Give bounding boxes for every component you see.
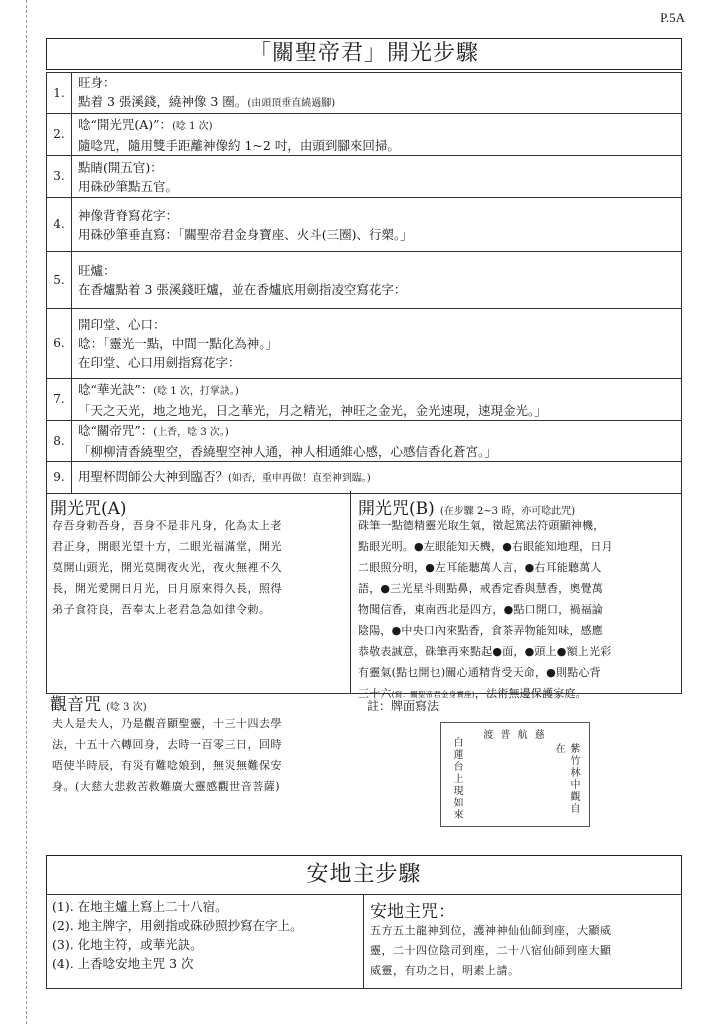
step-line <box>78 421 675 442</box>
plaque-diagram <box>440 722 590 827</box>
plaque-top-text: 渡 普 航 慈 <box>483 730 547 741</box>
step-row <box>47 421 682 462</box>
step-row <box>47 73 682 114</box>
chant-line: 二眼照分明，●左耳能聽萬人言，●右耳能聽萬人 <box>358 561 602 574</box>
anzhu-steps <box>52 897 303 973</box>
step-row <box>47 252 682 309</box>
step-note: (唸 1 次，打掌訣。) <box>153 385 239 397</box>
chant-line: 語，●三光星斗則點鼻，戒香定香與慧香，奧覺萬 <box>358 582 603 595</box>
chant-a-text <box>52 515 282 620</box>
chant-line: 唔使半時辰，有災有難唸娘到，無災無難保安 <box>52 759 282 772</box>
chant-line: 夫人是夫人，乃是觀音顯聖靈，十三十四去學 <box>52 717 282 730</box>
step-line: 唸：「靈光一點，中間一點化為神。」 <box>78 336 279 351</box>
step-note: (唸 1 次) <box>172 120 213 132</box>
step-row <box>47 156 682 198</box>
chant-b-title: 開光咒(B) <box>358 499 435 519</box>
chant-line: 有靈氣(點乜開乜)關心通精背受天命，●則點心背 <box>358 666 601 679</box>
column-divider <box>350 491 351 694</box>
chant-line: 點眼光明。●左眼能知天機，●右眼能知地理，日月 <box>358 540 613 553</box>
guanyin-heading <box>50 690 147 715</box>
step-note: (如否，重申再做！直至神到臨。) <box>228 473 371 484</box>
step-content <box>72 379 682 421</box>
step-line <box>78 380 675 401</box>
chant-b-text <box>358 515 613 705</box>
step-note: (由頭頂垂直繞過腳) <box>247 98 336 109</box>
step-note: (上香，唸 3 次。) <box>153 427 229 438</box>
step-line: 在香爐點着 3 張溪錢旺爐，並在香爐底用劍指凌空寫花字： <box>78 282 407 297</box>
step-line: 神像背脊寫花字： <box>78 207 179 223</box>
chant-text: ，法術無邊保護家庭。 <box>474 687 587 700</box>
step-line: 點睛(開五官)： <box>78 159 163 175</box>
anzhu-chant-text <box>370 921 612 981</box>
step-number: 1. <box>47 73 72 114</box>
chant-line: 長，開光愛開日月光，日月原來得久長，照得 <box>52 582 282 595</box>
step-line: 在印堂、心口用劍指寫花字： <box>78 355 241 370</box>
step-text: 唸“開光咒(A)”： <box>78 116 173 132</box>
column-divider <box>363 894 364 989</box>
step-text: 點着 3 張溪錢，繞神像 3 圈。 <box>78 94 248 109</box>
guanyin-note: (唸 3 次) <box>106 702 147 713</box>
step-row <box>47 309 682 379</box>
step-content <box>72 156 682 198</box>
section-title: 安地主步驟 <box>46 855 682 895</box>
step-content <box>72 198 682 252</box>
step-line: 用硃砂筆垂直寫：「關聖帝君金身寶座、火斗(三圈)、行槊。」 <box>78 226 413 242</box>
step-line <box>78 115 675 136</box>
chant-line: 莫開山頭光，開光莫開夜火光，夜火無裡不久 <box>52 561 282 574</box>
plaque-left-text: 白蓮台上現如來 <box>451 737 462 821</box>
anzhu-step: (2). 地主牌字，用劍指或硃砂照抄寫在字上。 <box>52 918 303 933</box>
anzhu-chant-title: 安地主咒： <box>370 902 455 922</box>
chant-line: 陰陽，●中央口內來點香，食茶弄物能知味，感應 <box>358 624 603 637</box>
step-number: 6. <box>47 309 72 379</box>
step-content <box>72 252 682 309</box>
step-content <box>72 309 682 379</box>
step-line <box>78 92 675 113</box>
chant-b-subtitle: (在步驟 2~3 時，亦可唸此咒) <box>439 506 576 517</box>
step-content <box>72 73 682 114</box>
chant-line: 物聞信香，東南西北是四方，●點口開口，禍福論 <box>358 603 603 616</box>
anzhu-step: (4). 上香唸安地主咒 3 次 <box>52 956 194 971</box>
steps-table <box>46 72 682 494</box>
step-number: 9. <box>47 462 72 494</box>
step-row <box>47 198 682 252</box>
anzhu-step: (1). 在地主爐上寫上二十八宿。 <box>52 899 228 914</box>
step-number: 8. <box>47 421 72 462</box>
page-title: 「關聖帝君」開光步驟 <box>46 38 682 70</box>
plaque-label: 註：牌面寫法 <box>367 699 440 713</box>
step-row <box>47 462 682 494</box>
step-line: 「柳柳清香繞聖空，香繞聖空神人通，神人相通維心感，心感信香化蒼宮。」 <box>78 444 497 459</box>
chant-line: 弟子食符良，吾奉太上老君急急如律令勅。 <box>52 603 271 616</box>
step-line: 「天之天光，地之地光，日之華光，月之精光，神旺之金光，金光速現，速現金光。」 <box>78 402 547 418</box>
step-number: 3. <box>47 156 72 198</box>
chant-line: 身。(大慈大悲救苦救難廣大靈感觀世音菩薩) <box>52 780 281 793</box>
step-number: 5. <box>47 252 72 309</box>
step-line: 開印堂、心口： <box>78 317 166 332</box>
step-row <box>47 379 682 421</box>
step-text: 唸“關帝咒”： <box>78 423 154 438</box>
chant-line: 靈，二十四位陰司到座，二十八宿仙師到座大顯 <box>370 944 612 957</box>
chant-line: 威靈，有功之日，明素上請。 <box>370 964 520 977</box>
page-number: P.5A <box>660 10 685 25</box>
margin-rule <box>26 0 27 1024</box>
guanyin-text <box>52 713 282 797</box>
step-number: 2. <box>47 114 72 156</box>
chant-line: 恭敬表誠意，硃筆再來點起●面，●頭上●額上光彩 <box>358 645 612 658</box>
chant-line: 君正身，開眼光望十方，二眼光福滿堂，開光 <box>52 540 282 553</box>
chant-note: (寫：關聖帝君金身寶座) <box>391 690 475 699</box>
step-content <box>72 421 682 462</box>
step-row <box>47 114 682 156</box>
step-line: 旺身： <box>78 75 116 90</box>
chant-line: 法，十五十六轉回身，去時一百零三日，回時 <box>52 738 282 751</box>
step-line <box>78 467 675 488</box>
chant-a-title: 開光咒(A) <box>50 499 127 519</box>
step-content <box>72 114 682 156</box>
step-line: 旺爐： <box>78 263 116 278</box>
step-content <box>72 462 682 494</box>
step-line: 用硃砂筆點五官。 <box>78 178 179 194</box>
step-line: 隨唸咒，隨用雙手距離神像約 1~2 吋，由頭到腳來回掃。 <box>78 137 400 153</box>
chant-line: 五方五土龍神到位，護神神仙仙師到座，大顯威 <box>370 924 612 937</box>
step-text: 唸“華光訣”： <box>78 381 154 397</box>
step-number: 7. <box>47 379 72 421</box>
plaque-right-text: 紫竹林中觀自在 <box>553 743 579 815</box>
guanyin-title: 觀音咒 <box>50 695 101 715</box>
chant-line: 硃筆一點德精靈光取生氣，徵起篤法符頭顯神機， <box>358 519 605 532</box>
step-number: 4. <box>47 198 72 252</box>
chant-line: 存吾身勅吾身，吾身不是非凡身，化為太上老 <box>52 519 282 532</box>
chant-text: 三十六 <box>358 687 392 700</box>
step-text: 用聖杯問師公大神到臨否？ <box>78 469 229 484</box>
anzhu-step: (3). 化地主符，或華光訣。 <box>52 937 203 952</box>
